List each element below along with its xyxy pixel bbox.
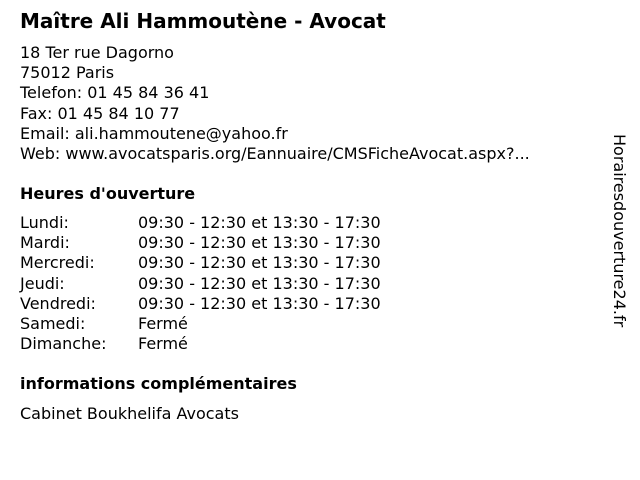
additional-info-heading: informations complémentaires: [20, 374, 297, 393]
address-street: 18 Ter rue Dagorno: [20, 43, 174, 62]
additional-info-text: Cabinet Boukhelifa Avocats: [20, 404, 239, 423]
time-value: Fermé: [138, 314, 188, 334]
day-label: Samedi:: [20, 314, 86, 334]
day-label: Vendredi:: [20, 293, 96, 313]
day-label: Lundi:: [20, 213, 69, 232]
page-title: Maître Ali Hammoutène - Avocat: [20, 9, 386, 33]
opening-hours-table: [20, 213, 381, 354]
address-city: 75012 Paris: [20, 63, 115, 83]
contact-block: [20, 43, 530, 164]
day-label: Mardi:: [20, 233, 70, 253]
time-value: 09:30 - 12:30 et 13:30 - 17:30: [138, 253, 381, 273]
site-watermark: Horairesdouverture24.fr: [610, 134, 629, 328]
hours-row-sunday: [20, 334, 381, 354]
hours-row-thursday: [20, 274, 381, 294]
email-address: Email: ali.hammoutene@yahoo.fr: [20, 123, 288, 143]
day-label: Dimanche:: [20, 334, 107, 354]
time-value: Fermé: [138, 334, 188, 354]
opening-hours-heading: Heures d'ouverture: [20, 184, 196, 203]
day-label: Jeudi:: [20, 273, 65, 293]
fax-number: Fax: 01 45 84 10 77: [20, 103, 180, 123]
hours-row-monday: [20, 213, 381, 233]
time-value: 09:30 - 12:30 et 13:30 - 17:30: [138, 273, 381, 293]
hours-row-wednesday: [20, 253, 381, 273]
website-url: Web: www.avocatsparis.org/Eannuaire/CMSFicheAvocat.aspx?...: [20, 144, 530, 164]
hours-row-tuesday: [20, 233, 381, 253]
hours-row-friday: [20, 294, 381, 314]
phone-number: Telefon: 01 45 84 36 41: [20, 83, 210, 103]
day-label: Mercredi:: [20, 253, 95, 273]
hours-row-saturday: [20, 314, 381, 334]
time-value: 09:30 - 12:30 et 13:30 - 17:30: [138, 293, 381, 313]
time-value: 09:30 - 12:30 et 13:30 - 17:30: [138, 213, 381, 232]
time-value: 09:30 - 12:30 et 13:30 - 17:30: [138, 233, 381, 253]
